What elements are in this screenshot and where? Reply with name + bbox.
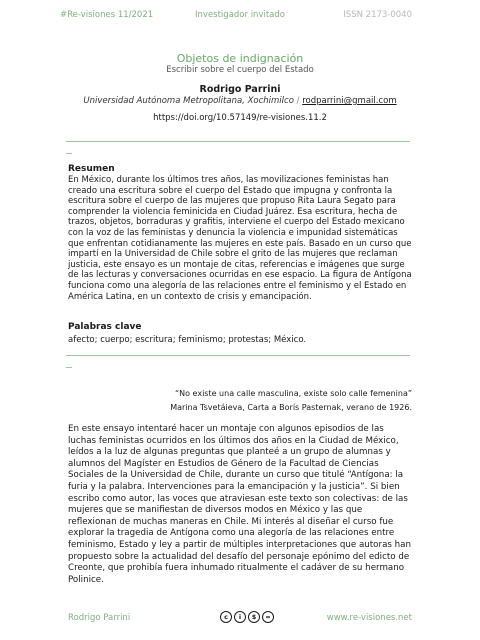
author-affiliation [0, 96, 480, 106]
section-name: Investigador invitado [195, 10, 285, 20]
body-paragraph: En este ensayo intentaré hacer un montaje con algunos episodios de las luchas feministas ocurridos en los últimos dos años en la Ciudad de México, leídos a la luz de algunas preguntas que planteé a un grupo de alumnas y alumnos del Magíster en Estudios de Género de la Facultad de Ciencias Sociales de la Universidad de Chile, durante un curso que titulé “Antígona: la furia y la palabra. Intervenciones para la emancipación y la justicia”. Si bien escribo como autor, las voces que atraviesan este texto son colectivas: de las mujeres que se manifiestan de diversos modos en México y las que reflexionan de muchas maneras en Chile. Mi interés al diseñar el curso fue explorar la tragedia de Antígona como una alegoría de las relaciones entre feminismo, Estado y ley a partir de múltiples interpretaciones que autoras han propuesto sobre la actualidad del desafío del personaje epónimo del edicto de Creonte, que prohibía fuera inhumado ritualmente el cadáver de su hermano Polinice. [68, 424, 412, 585]
divider-dash [66, 153, 72, 154]
article-subtitle: Escribir sobre el cuerpo del Estado [166, 65, 314, 75]
divider [66, 141, 410, 142]
nd-icon: = [262, 611, 274, 623]
footer-website-link[interactable]: www.re-visiones.net [326, 613, 412, 623]
author-email-link[interactable]: rodparrini@gmail.com [302, 96, 397, 106]
journal-issue: #Re-visiones 11/2021 [60, 10, 154, 20]
footer-author: Rodrigo Parrini [68, 613, 131, 623]
epigraph-attribution: Marina Tsvetáieva, Carta a Borís Pasternak, verano de 1926. [170, 403, 412, 412]
epigraph-quote: “No existe una calle masculina, existe solo calle femenina” [174, 389, 412, 398]
nc-icon: $ [248, 611, 260, 623]
by-icon: i [234, 611, 246, 623]
abstract-heading: Resumen [68, 164, 115, 174]
article-title: Objetos de indignación [176, 52, 304, 65]
keywords-heading: Palabras clave [68, 322, 142, 332]
divider [66, 355, 410, 356]
abstract-text: En México, durante los últimos tres años, las movilizaciones feministas han creado una escritura sobre el cuerpo del Estado que impugna y confronta la escritura sobre el cuerpo de las mujeres que propuso Rita Laura Segato para comprender la violencia feminicida en Ciudad Juárez. Esa escritura, hecha de trazos, objetos, borraduras y grafitis, interviene el cuerpo del Estado mexicano con la voz de las feministas y denuncia la violencia e impunidad sistemáticas que enfrentan cotidianamente las mujeres en este país. Basado en un curso que impartí en la Universidad de Chile sobre el grito de las mujeres que reclaman justicia, este ensayo es un montaje de citas, referencias e imágenes que surge de las lecturas y conversaciones ocurridas en ese espacio. La figura de Antígona funciona como una alegoría de las relaciones entre el feminismo y el Estado en América Latina, en un contexto de crisis y emancipación. [68, 175, 412, 302]
institution: Universidad Autónoma Metropolitana, Xochimilco [83, 96, 294, 106]
creative-commons-badge[interactable] [220, 610, 274, 624]
doi-link[interactable]: https://doi.org/10.57149/re-visiones.11.2 [153, 113, 327, 123]
affiliation-separator: / [296, 96, 300, 106]
page-header [0, 10, 480, 22]
divider-dash [66, 367, 72, 368]
author-name: Rodrigo Parrini [199, 84, 281, 95]
cc-icon: c [220, 611, 232, 623]
issn: ISSN 2173-0040 [343, 10, 412, 20]
keywords-text: afecto; cuerpo; escritura; feminismo; protestas; México. [68, 335, 307, 345]
